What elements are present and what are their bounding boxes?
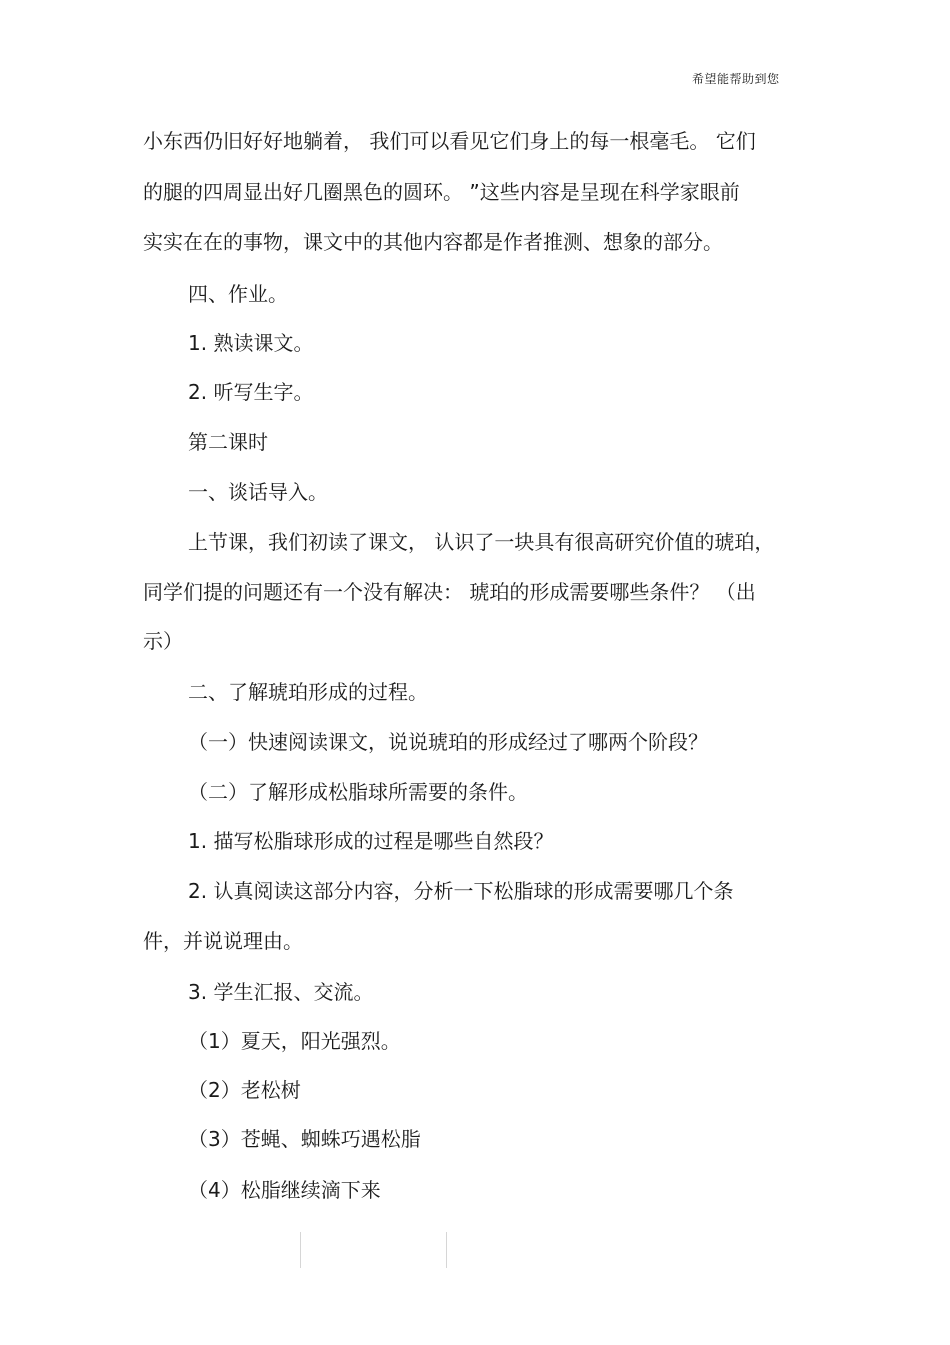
list-item: 1. 描写松脂球形成的过程是哪些自然段？: [188, 829, 554, 853]
list-item: 2. 听写生字。: [188, 380, 314, 404]
body-line: 示）: [143, 629, 183, 653]
body-line: 件，并说说理由。: [143, 929, 303, 953]
lesson-heading: 第二课时: [188, 430, 268, 454]
list-item: （1）夏天，阳光强烈。: [188, 1029, 401, 1053]
body-line: 实实在在的事物，课文中的其他内容都是作者推测、想象的部分。: [143, 230, 723, 254]
list-item: 1. 熟读课文。: [188, 331, 314, 355]
subsection-heading: （一）快速阅读课文，说说琥珀的形成经过了哪两个阶段？: [188, 730, 708, 754]
section-heading: 二、了解琥珀形成的过程。: [188, 680, 428, 704]
section-heading: 四、作业。: [188, 282, 288, 306]
section-heading: 一、谈话导入。: [188, 480, 328, 504]
body-line: 同学们提的问题还有一个没有解决： 琥珀的形成需要哪些条件？ （出: [143, 580, 756, 604]
list-item: 3. 学生汇报、交流。: [188, 980, 374, 1004]
body-line: 小东西仍旧好好地躺着， 我们可以看见它们身上的每一根毫毛。 它们: [143, 129, 756, 153]
list-item: （3）苍蝇、蜘蛛巧遇松脂: [188, 1127, 421, 1151]
footer-divider-left: [300, 1232, 301, 1268]
list-item: （2）老松树: [188, 1078, 301, 1102]
footer-divider-right: [446, 1232, 447, 1268]
subsection-heading: （二）了解形成松脂球所需要的条件。: [188, 780, 528, 804]
list-item: （4）松脂继续滴下来: [188, 1178, 381, 1202]
body-line: 的腿的四周显出好几圈黑色的圆环。 ”这些内容是呈现在科学家眼前: [143, 180, 740, 204]
page-header: 希望能帮助到您: [692, 72, 780, 86]
list-item: 2. 认真阅读这部分内容，分析一下松脂球的形成需要哪几个条: [188, 879, 734, 903]
body-line: 上节课，我们初读了课文， 认识了一块具有很高研究价值的琥珀，: [188, 530, 775, 554]
